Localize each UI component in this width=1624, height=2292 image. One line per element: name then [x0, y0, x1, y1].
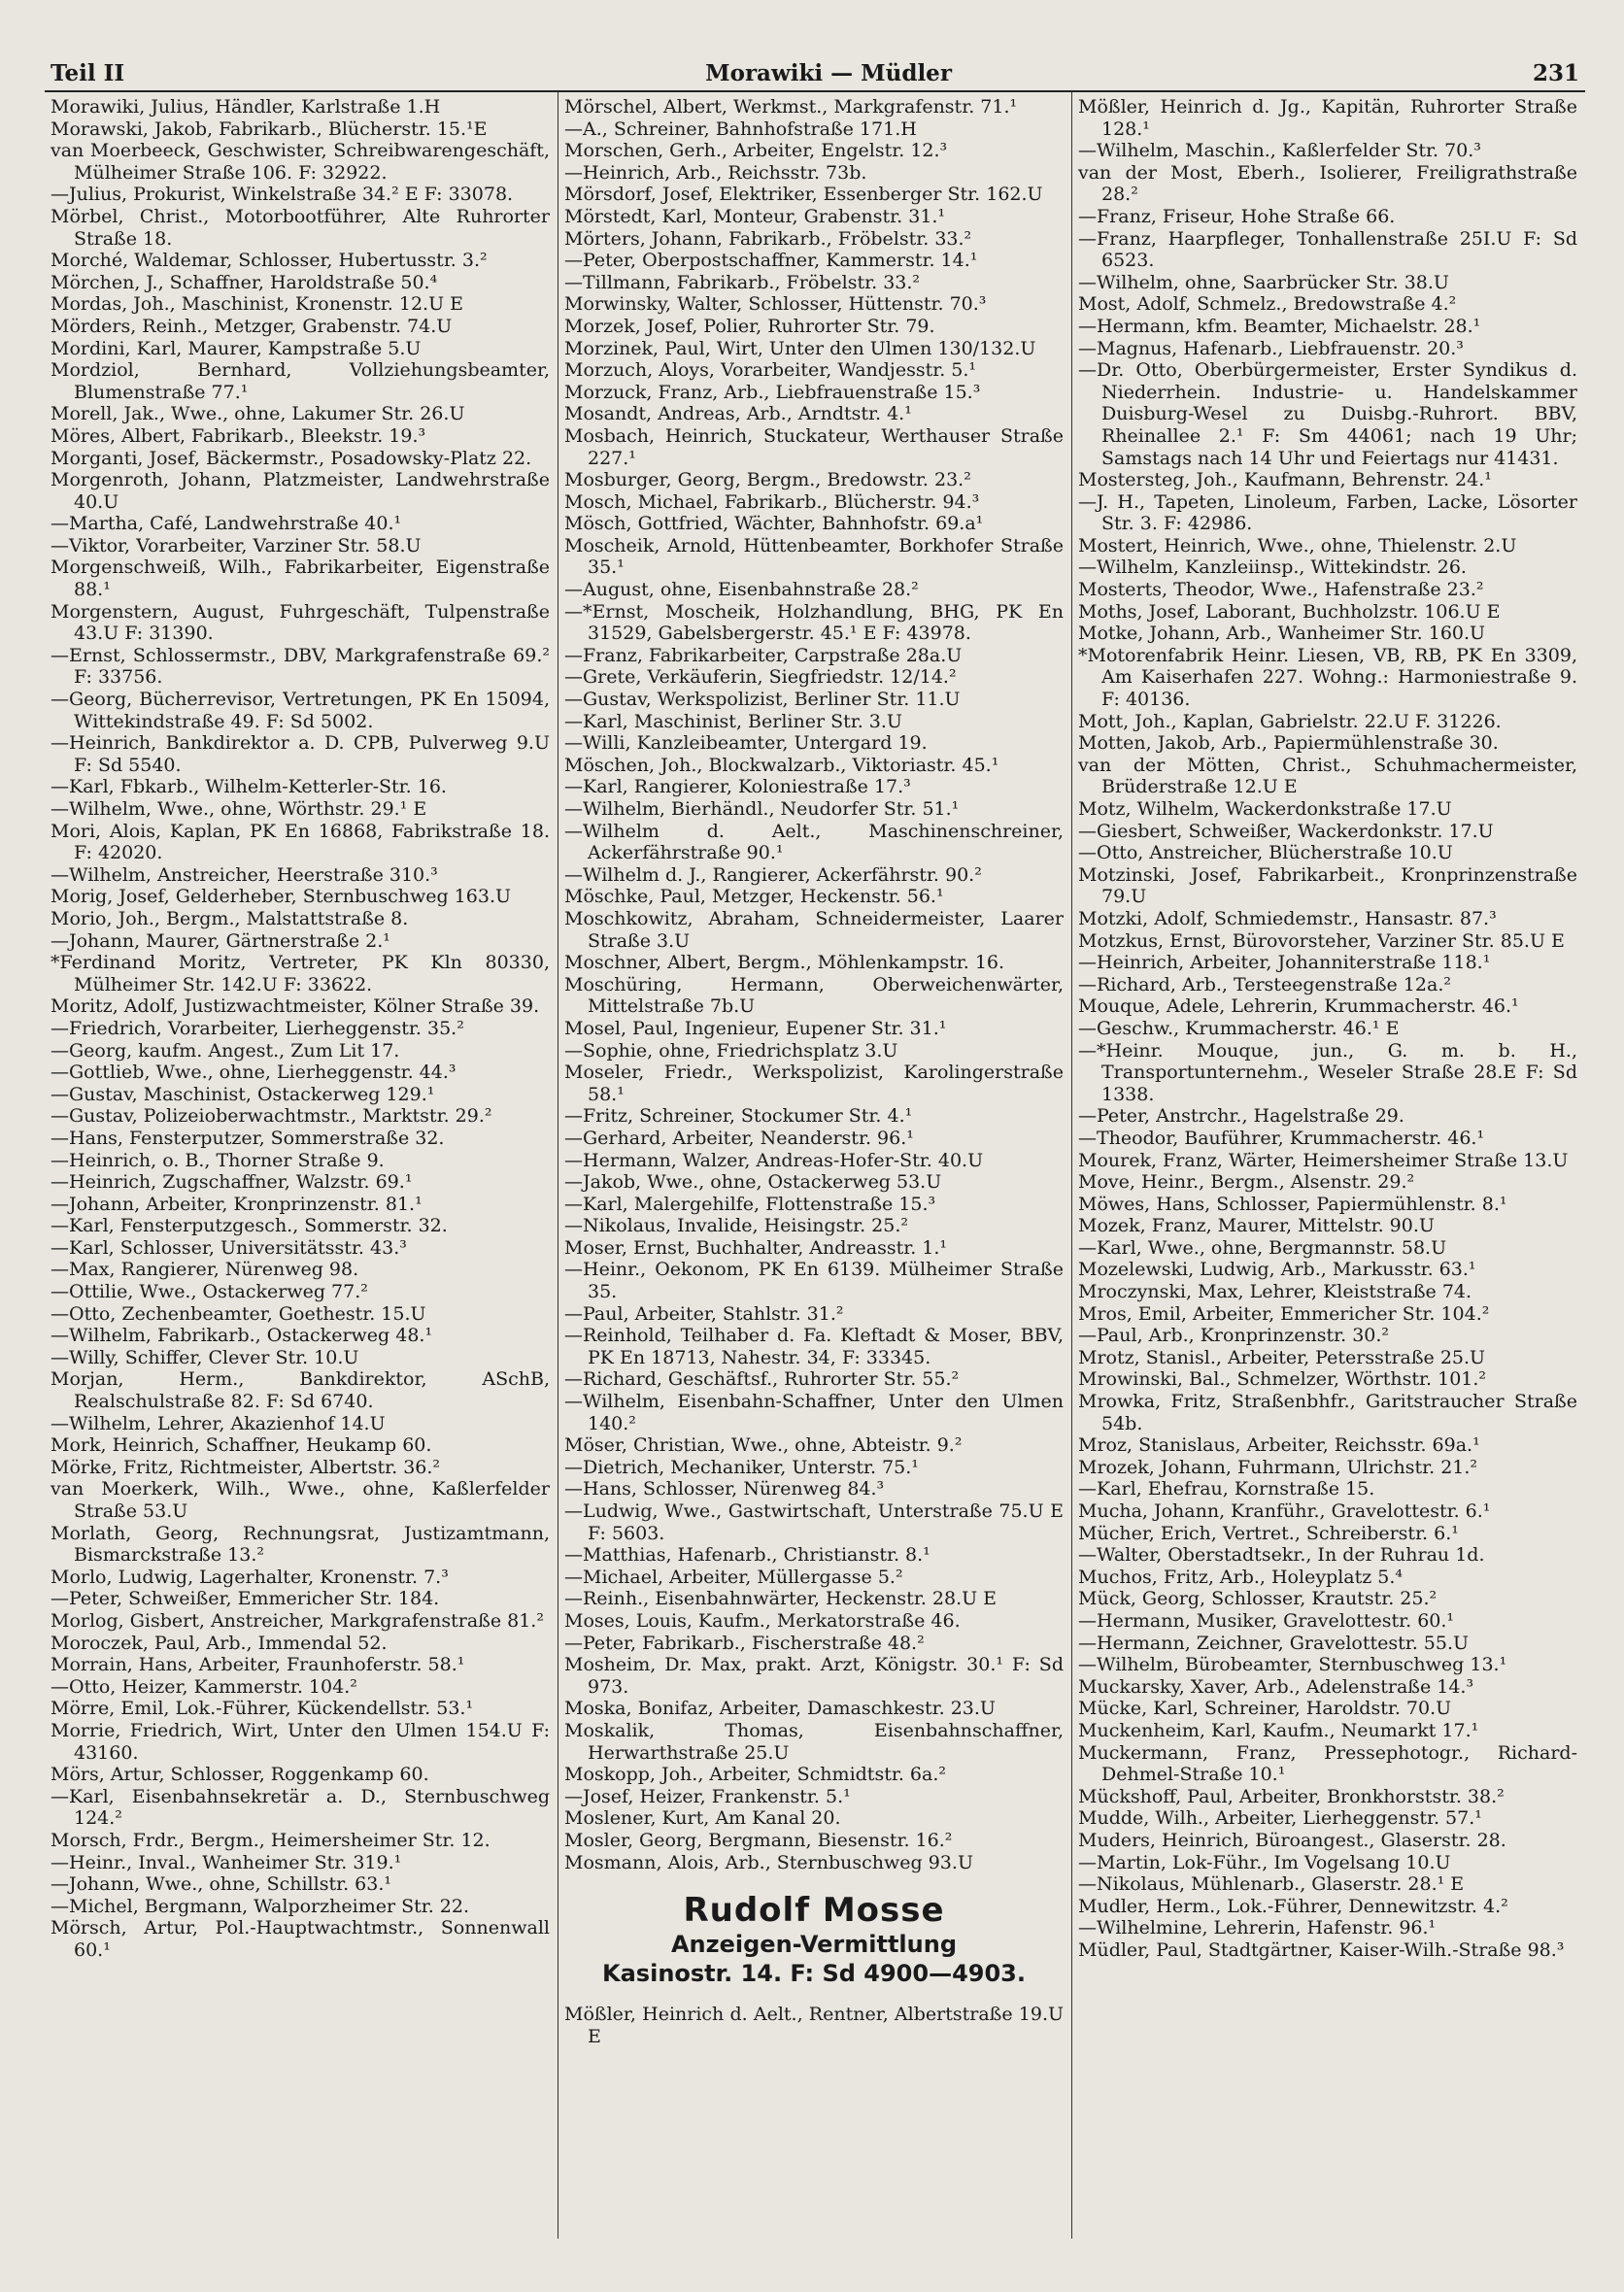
directory-entry: —Wilhelmine, Lehrerin, Hafenstr. 96.¹ [1078, 1917, 1437, 1939]
directory-entry: —Georg, kaufm. Angest., Zum Lit 17. [51, 1039, 400, 1062]
directory-entry: —Giesbert, Schweißer, Wackerdonkstr. 17.U [1078, 820, 1494, 842]
directory-entry: Mörsdorf, Josef, Elektriker, Essenberger Str. 162.U [564, 184, 1043, 206]
directory-entry: —Grete, Verkäuferin, Siegfriedstr. 12/14.² [564, 666, 957, 689]
directory-entry: Müdler, Paul, Stadtgärtner, Kaiser-Wilh.-Straße 98.³ [1078, 1938, 1565, 1961]
directory-entry: Motten, Jakob, Arb., Papiermühlenstraße 30. [1078, 732, 1499, 755]
directory-entry: Mückshoff, Paul, Arbeiter, Bronkhorststr. 38.² [1078, 1785, 1505, 1807]
directory-entry: —Georg, Bücherrevisor, Vertretungen, PK En 15094, Wittekindstraße 49. F: Sd 5002. [51, 689, 550, 732]
directory-entry: Möschen, Joh., Blockwalzarb., Viktoriastr. 45.¹ [564, 754, 999, 776]
directory-entry: —Heinrich, Bankdirektor a. D. CPB, Pulverweg 9.U F: Sd 5540. [51, 732, 550, 776]
directory-entry: Morganti, Josef, Bäckermstr., Posadowsky-Platz 22. [51, 447, 532, 469]
directory-entry: Morrie, Friedrich, Wirt, Unter den Ulmen 154.U F: 43160. [51, 1719, 550, 1764]
directory-entry: Moschüring, Hermann, Oberweichenwärter, Mittelstraße 7b.U [564, 973, 1064, 1018]
directory-entry: —Richard, Arb., Tersteegenstraße 12a.² [1078, 973, 1451, 995]
directory-entry: van der Mötten, Christ., Schuhmachermeister, Brüderstraße 12.U E [1078, 754, 1577, 798]
directory-entry: Mücke, Karl, Schreiner, Haroldstr. 70.U [1078, 1698, 1452, 1720]
ad-address: Kasinostr. 14. F: Sd 4900—4903. [602, 1960, 1026, 1988]
directory-entry: —Wilhelm, ohne, Saarbrücker Str. 38.U [1078, 271, 1449, 293]
directory-entry: —Karl, Fbkarb., Wilhelm-Ketterler-Str. 16. [51, 776, 447, 798]
directory-entry: Mrowinski, Bal., Schmelzer, Wörthstr. 101.² [1078, 1368, 1487, 1391]
directory-entry: —Peter, Anstrchr., Hagelstraße 29. [1078, 1105, 1404, 1128]
directory-entry: —Peter, Fabrikarb., Fischerstraße 48.² [564, 1632, 925, 1654]
column-2-after-ad [564, 2004, 1064, 2047]
directory-entry: —Willi, Kanzleibeamter, Untergard 19. [564, 732, 928, 755]
directory-entry: —Karl, Eisenbahnsekretär a. D., Sternbuschweg 124.² [51, 1785, 550, 1830]
directory-entry: —Martin, Lok-Führ., Im Vogelsang 10.U [1078, 1851, 1451, 1873]
directory-entry: —Hermann, Zeichner, Gravelottestr. 55.U [1078, 1632, 1470, 1654]
columns [45, 92, 1585, 2239]
directory-entry: Mosandt, Andreas, Arb., Arndtstr. 4.¹ [564, 403, 912, 425]
directory-entry: —Franz, Fabrikarbeiter, Carpstraße 28a.U [564, 644, 963, 666]
directory-entry: Mork, Heinrich, Schaffner, Heukamp 60. [51, 1434, 432, 1457]
directory-entry: —Peter, Schweißer, Emmericher Str. 184. [51, 1588, 440, 1610]
directory-entry: —Nikolaus, Mühlenarb., Glaserstr. 28.¹ E [1078, 1873, 1465, 1896]
directory-entry: —Jakob, Wwe., ohne, Ostackerweg 53.U [564, 1171, 942, 1194]
directory-entry: Morzuck, Franz, Arb., Liebfrauenstraße 15.³ [564, 381, 981, 403]
directory-entry: —Willy, Schiffer, Clever Str. 10.U [51, 1346, 359, 1368]
directory-entry: —Wilhelm, Fabrikarb., Ostackerweg 48.¹ [51, 1325, 433, 1347]
directory-entry: —Wilhelm, Eisenbahn-Schaffner, Unter den Ulmen 140.² [564, 1391, 1064, 1434]
directory-entry: Morlog, Gisbert, Anstreicher, Markgrafenstraße 81.² [51, 1609, 544, 1632]
directory-entry: Morig, Josef, Gelderheber, Sternbuschweg 163.U [51, 886, 511, 908]
directory-entry: Mörschel, Albert, Werkmst., Markgrafenstr. 71.¹ [564, 96, 1018, 118]
directory-entry: Mörsch, Artur, Pol.-Hauptwachtmstr., Sonnenwall 60.¹ [51, 1917, 550, 1961]
directory-entry: Most, Adolf, Schmelz., Bredowstraße 4.² [1078, 293, 1457, 316]
directory-entry: —J. H., Tapeten, Linoleum, Farben, Lacke, Lösorter Str. 3. F: 42986. [1078, 490, 1577, 535]
directory-entry: —Hermann, kfm. Beamter, Michaelstr. 28.¹ [1078, 315, 1481, 337]
directory-entry: Morgenschweiß, Wilh., Fabrikarbeiter, Eigenstraße 88.¹ [51, 556, 550, 601]
directory-entry: —Franz, Haarpfleger, Tonhallenstraße 25I.U F: Sd 6523. [1078, 227, 1577, 272]
directory-entry: Mosel, Paul, Ingenieur, Eupener Str. 31.¹ [564, 1017, 947, 1039]
directory-entry: —Wilhelm, Lehrer, Akazienhof 14.U [51, 1412, 386, 1434]
directory-entry: Motzkus, Ernst, Bürovorsteher, Varziner Str. 85.U E [1078, 929, 1565, 952]
directory-entry: Morsch, Frdr., Bergm., Heimersheimer Str. 12. [51, 1829, 491, 1851]
directory-entry: Mostersteg, Joh., Kaufmann, Behrenstr. 24.¹ [1078, 469, 1492, 491]
directory-entry: Morgenstern, August, Fuhrgeschäft, Tulpenstraße 43.U F: 31390. [51, 600, 550, 645]
directory-entry: —Gustav, Maschinist, Ostackerweg 129.¹ [51, 1083, 435, 1105]
directory-entry: Mörchen, J., Schaffner, Haroldstraße 50.⁴ [51, 271, 438, 293]
directory-entry: —Fritz, Schreiner, Stockumer Str. 4.¹ [564, 1105, 913, 1128]
directory-entry: Mosterts, Theodor, Wwe., Hafenstraße 23.² [1078, 579, 1484, 601]
directory-entry: Morzuch, Aloys, Vorarbeiter, Wandjesstr. 5.¹ [564, 359, 977, 382]
directory-entry: Mosbach, Heinrich, Stuckateur, Werthauser Straße 227.¹ [564, 424, 1064, 469]
directory-entry: —Nikolaus, Invalide, Heisingstr. 25.² [564, 1215, 908, 1237]
advertisement-rudolf-mosse [564, 1891, 1064, 1988]
directory-entry: —Martha, Café, Landwehrstraße 40.¹ [51, 513, 402, 535]
directory-entry: Morzinek, Paul, Wirt, Unter den Ulmen 130/132.U [564, 337, 1036, 359]
directory-entry: —Johann, Wwe., ohne, Schillstr. 63.¹ [51, 1873, 391, 1896]
directory-entry: —Otto, Zechenbeamter, Goethestr. 15.U [51, 1302, 426, 1325]
name-range: Morawiki — Müdler [705, 60, 952, 86]
directory-entry: —Ernst, Schlossermstr., DBV, Markgrafenstraße 69.² F: 33756. [51, 644, 550, 689]
directory-entry: —Ludwig, Wwe., Gastwirtschaft, Unterstraße 75.U E F: 5603. [564, 1500, 1064, 1544]
directory-entry: Motzki, Adolf, Schmiedemstr., Hansastr. 87.³ [1078, 907, 1497, 929]
directory-entry: —Johann, Maurer, Gärtnerstraße 2.¹ [51, 929, 390, 952]
directory-entry: —Karl, Malergehilfe, Flottenstraße 15.³ [564, 1193, 936, 1215]
directory-entry: —Heinr., Oekonom, PK En 6139. Mülheimer Straße 35. [564, 1259, 1064, 1303]
directory-entry: Morgenroth, Johann, Platzmeister, Landwehrstraße 40.U [51, 469, 550, 513]
directory-entry: —Magnus, Hafenarb., Liebfrauenstr. 20.³ [1078, 337, 1464, 359]
directory-entry: Mostert, Heinrich, Wwe., ohne, Thielenstr. 2.U [1078, 534, 1517, 556]
directory-entry: —Matthias, Hafenarb., Christianstr. 8.¹ [564, 1544, 930, 1567]
directory-entry: —Hans, Schlosser, Nürenweg 84.³ [564, 1478, 885, 1500]
directory-entry: —Reinh., Eisenbahnwärter, Heckenstr. 28.U E [564, 1588, 998, 1610]
directory-entry: van der Most, Eberh., Isolierer, Freiligrathstraße 28.² [1078, 161, 1577, 206]
directory-entry: —Wilhelm, Kanzleiinsp., Wittekindstr. 26. [1078, 556, 1467, 579]
directory-entry: Mörters, Johann, Fabrikarb., Fröbelstr. 33.² [564, 227, 972, 250]
directory-entry: —Karl, Ehefrau, Kornstraße 15. [1078, 1478, 1375, 1500]
directory-entry: Mordini, Karl, Maurer, Kampstraße 5.U [51, 337, 422, 359]
directory-entry: Morwinsky, Walter, Schlosser, Hüttenstr. 70.³ [564, 293, 987, 316]
directory-entry: —Karl, Rangierer, Koloniestraße 17.³ [564, 776, 911, 798]
directory-entry: Mosburger, Georg, Bergm., Bredowstr. 23.² [564, 469, 971, 491]
directory-entry: Morawski, Jakob, Fabrikarb., Blücherstr. 15.¹E [51, 118, 488, 140]
directory-entry: —Heinrich, Arb., Reichsstr. 73b. [564, 161, 867, 184]
directory-entry: Moschkowitz, Abraham, Schneidermeister, Laarer Straße 3.U [564, 907, 1064, 952]
directory-entry: Morlo, Ludwig, Lagerhalter, Kronenstr. 7.³ [51, 1566, 449, 1588]
directory-entry: Moslener, Kurt, Am Kanal 20. [564, 1807, 841, 1830]
directory-entry: Mudler, Herm., Lok.-Führer, Dennewitzstr. 4.² [1078, 1895, 1508, 1917]
directory-entry: —Walter, Oberstadtsekr., In der Ruhrau 1d. [1078, 1544, 1485, 1567]
directory-entry: Morzek, Josef, Polier, Ruhrorter Str. 79. [564, 315, 935, 337]
directory-entry: Mori, Alois, Kaplan, PK En 16868, Fabrikstraße 18. F: 42020. [51, 820, 550, 864]
directory-entry: Moritz, Adolf, Justizwachtmeister, Kölner Straße 39. [51, 995, 540, 1018]
directory-entry: —Gottlieb, Wwe., ohne, Lierheggenstr. 44.³ [51, 1062, 457, 1084]
directory-entry: Mott, Joh., Kaplan, Gabrielstr. 22.U F. 31226. [1078, 710, 1502, 732]
directory-entry: Motzinski, Josef, Fabrikarbeit., Kronprinzenstraße 79.U [1078, 863, 1577, 908]
directory-entry: —Dr. Otto, Oberbürgermeister, Erster Syndikus d. Niederrhein. Industrie- u. Handelskammer Duisburg-Wesel zu Duisbg.-Ruhrort. BBV, Rheinallee 2.¹ F: Sm 44061; nach 19 Uhr; Samstags nach 14 Uhr und Feiertags nur 41431. [1078, 359, 1577, 469]
directory-entry: Möres, Albert, Fabrikarb., Bleekstr. 19.³ [51, 424, 426, 447]
directory-entry: Mozelewski, Ludwig, Arb., Markusstr. 63.¹ [1078, 1259, 1476, 1281]
directory-entry: —Ottilie, Wwe., Ostackerweg 77.² [51, 1281, 368, 1303]
directory-entry: Mudde, Wilh., Arbeiter, Lierheggenstr. 57.¹ [1078, 1807, 1482, 1830]
directory-entry: —Heinrich, Zugschaffner, Walzstr. 69.¹ [51, 1171, 413, 1194]
directory-entry: —Wilhelm d. Aelt., Maschinenschreiner, Ackerfährstraße 90.¹ [564, 820, 1064, 864]
directory-entry: Moseler, Friedr., Werkspolizist, Karolingerstraße 58.¹ [564, 1062, 1064, 1105]
page-number: 231 [1532, 60, 1579, 86]
directory-entry: Mroz, Stanislaus, Arbeiter, Reichsstr. 69a.¹ [1078, 1434, 1480, 1457]
directory-entry: Mroczynski, Max, Lehrer, Kleiststraße 74. [1078, 1281, 1472, 1303]
directory-entry: —Gustav, Polizeioberwachtmstr., Marktstr. 29.² [51, 1105, 492, 1128]
directory-entry: —Friedrich, Vorarbeiter, Lierheggenstr. 35.² [51, 1017, 464, 1039]
directory-entry: —Wilhelm d. J., Rangierer, Ackerfährstr. 90.² [564, 863, 982, 886]
directory-entry: *Ferdinand Moritz, Vertreter, PK Kln 80330, Mülheimer Str. 142.U F: 33622. [51, 952, 550, 995]
directory-entry: Moths, Josef, Laborant, Buchholzstr. 106.U E [1078, 600, 1501, 623]
directory-entry: —August, ohne, Eisenbahnstraße 28.² [564, 579, 919, 601]
column-2 [558, 92, 1071, 2239]
directory-entry: Motke, Johann, Arb., Wanheimer Str. 160.U [1078, 623, 1486, 645]
directory-entry: Moses, Louis, Kaufm., Merkatorstraße 46. [564, 1609, 961, 1632]
directory-entry: Mösch, Gottfried, Wächter, Bahnhofstr. 69.a¹ [564, 513, 984, 535]
section-label: Teil II [51, 60, 125, 86]
directory-entry: van Moerbeeck, Geschwister, Schreibwarengeschäft, Mülheimer Straße 106. F: 32922. [51, 140, 550, 184]
directory-entry: Möser, Christian, Wwe., ohne, Abteistr. 9.² [564, 1434, 963, 1457]
page-header [45, 60, 1585, 92]
directory-entry: —Johann, Arbeiter, Kronprinzenstr. 81.¹ [51, 1193, 423, 1215]
directory-entry: Muckermann, Franz, Pressephotogr., Richard-Dehmel-Straße 10.¹ [1078, 1741, 1577, 1786]
directory-entry: —Peter, Oberpostschaffner, Kammerstr. 14.¹ [564, 250, 978, 272]
directory-entry: —Reinhold, Teilhaber d. Fa. Kleftadt & Moser, BBV, PK En 18713, Nahestr. 34, F: 33345. [564, 1325, 1064, 1368]
column-1 [45, 92, 558, 2239]
directory-entry: Möwes, Hans, Schlosser, Papiermühlenstr. 8.¹ [1078, 1193, 1507, 1215]
directory-entry: —Karl, Fensterputzgesch., Sommerstr. 32. [51, 1215, 448, 1237]
directory-entry: —Otto, Heizer, Kammerstr. 104.² [51, 1675, 357, 1698]
directory-entry: Mößler, Heinrich d. Aelt., Rentner, Albertstraße 19.U E [564, 2004, 1064, 2047]
directory-entry: —Wilhelm, Maschin., Kaßlerfelder Str. 70.³ [1078, 140, 1481, 162]
directory-entry: Mordas, Joh., Maschinist, Kronenstr. 12.U E [51, 293, 464, 316]
directory-entry: Morché, Waldemar, Schlosser, Hubertusstr. 3.² [51, 250, 488, 272]
directory-entry: Morawiki, Julius, Händler, Karlstraße 1.H [51, 96, 441, 118]
directory-entry: Mrozek, Johann, Fuhrmann, Ulrichstr. 21.² [1078, 1456, 1478, 1478]
directory-entry: —Franz, Friseur, Hohe Straße 66. [1078, 205, 1396, 227]
directory-entry: —Sophie, ohne, Friedrichsplatz 3.U [564, 1039, 898, 1062]
directory-entry: Morlath, Georg, Rechnungsrat, Justizamtmann, Bismarckstraße 13.² [51, 1522, 550, 1567]
directory-entry: —Hans, Fensterputzer, Sommerstraße 32. [51, 1127, 445, 1149]
directory-entry: Morio, Joh., Bergm., Malstattstraße 8. [51, 907, 409, 929]
directory-entry: Muchos, Fritz, Arb., Holeyplatz 5.⁴ [1078, 1566, 1404, 1588]
directory-entry: Muckarsky, Xaver, Arb., Adelenstraße 14.³ [1078, 1675, 1474, 1698]
directory-entry: Mück, Georg, Schlosser, Krautstr. 25.² [1078, 1588, 1438, 1610]
directory-entry: —Gustav, Werkspolizist, Berliner Str. 11.U [564, 689, 961, 711]
directory-entry: —Michel, Bergmann, Walporzheimer Str. 22. [51, 1895, 470, 1917]
directory-entry: Mozek, Franz, Maurer, Mittelstr. 90.U [1078, 1215, 1435, 1237]
directory-entry: —Hermann, Walzer, Andreas-Hofer-Str. 40.U [564, 1149, 984, 1171]
directory-entry: Mrowka, Fritz, Straßenbhfr., Garitstraucher Straße 54b. [1078, 1391, 1577, 1434]
directory-entry: —Michael, Arbeiter, Müllergasse 5.² [564, 1566, 903, 1588]
directory-entry: —Karl, Wwe., ohne, Bergmannstr. 58.U [1078, 1236, 1447, 1259]
directory-entry: —Heinr., Inval., Wanheimer Str. 319.¹ [51, 1851, 402, 1873]
directory-entry: —Heinrich, o. B., Thorner Straße 9. [51, 1149, 385, 1171]
directory-entry: Move, Heinr., Bergm., Alsenstr. 29.² [1078, 1171, 1415, 1194]
directory-entry: Mosch, Michael, Fabrikarb., Blücherstr. 94.³ [564, 490, 980, 513]
directory-entry: Morrain, Hans, Arbeiter, Fraunhoferstr. 58.¹ [51, 1654, 465, 1676]
directory-entry: —Theodor, Bauführer, Krummacherstr. 46.¹ [1078, 1127, 1485, 1149]
directory-entry: Mosler, Georg, Bergmann, Biesenstr. 16.² [564, 1829, 953, 1851]
directory-entry: Morjan, Herm., Bankdirektor, ASchB, Realschulstraße 82. F: Sd 6740. [51, 1368, 550, 1413]
column-2-entries [564, 96, 1064, 1873]
directory-entry: Moska, Bonifaz, Arbeiter, Damaschkestr. 23.U [564, 1698, 996, 1720]
directory-entry: —*Ernst, Moscheik, Holzhandlung, BHG, PK En 31529, Gabelsbergerstr. 45.¹ E F: 43978. [564, 600, 1064, 645]
directory-entry: van Moerkerk, Wilh., Wwe., ohne, Kaßlerfelder Straße 53.U [51, 1478, 550, 1522]
directory-entry: Mörbel, Christ., Motorbootführer, Alte Ruhrorter Straße 18. [51, 205, 550, 250]
directory-entry: Mosheim, Dr. Max, prakt. Arzt, Königstr. 30.¹ F: Sd 973. [564, 1654, 1064, 1698]
directory-entry: Mücher, Erich, Vertret., Schreiberstr. 6.¹ [1078, 1522, 1459, 1544]
directory-entry: —Otto, Anstreicher, Blücherstraße 10.U [1078, 842, 1453, 864]
directory-entry: —Dietrich, Mechaniker, Unterstr. 75.¹ [564, 1456, 919, 1478]
directory-entry: —Viktor, Vorarbeiter, Varziner Str. 58.U [51, 534, 422, 556]
directory-entry: Moskopp, Joh., Arbeiter, Schmidtstr. 6a.² [564, 1764, 946, 1786]
directory-entry: Mörre, Emil, Lok.-Führer, Kückendellstr. 53.¹ [51, 1698, 474, 1720]
directory-entry: Mrotz, Stanisl., Arbeiter, Petersstraße 25.U [1078, 1346, 1486, 1368]
directory-entry: Möschke, Paul, Metzger, Heckenstr. 56.¹ [564, 886, 944, 908]
directory-entry: —Hermann, Musiker, Gravelottestr. 60.¹ [1078, 1609, 1455, 1632]
directory-entry: Moser, Ernst, Buchhalter, Andreasstr. 1.¹ [564, 1236, 948, 1259]
directory-entry: —Richard, Geschäftsf., Ruhrorter Str. 55.² [564, 1368, 960, 1391]
directory-entry: —Julius, Prokurist, Winkelstraße 34.² E F: 33078. [51, 184, 514, 206]
directory-entry: —Wilhelm, Wwe., ohne, Wörthstr. 29.¹ E [51, 798, 427, 820]
directory-entry: Muders, Heinrich, Büroangest., Glaserstr. 28. [1078, 1829, 1506, 1851]
directory-entry: Mößler, Heinrich d. Jg., Kapitän, Ruhrorter Straße 128.¹ [1078, 96, 1577, 140]
directory-entry: Moscheik, Arnold, Hüttenbeamter, Borkhofer Straße 35.¹ [564, 534, 1064, 579]
ad-company-name: Rudolf Mosse [683, 1891, 945, 1931]
directory-entry: Mosmann, Alois, Arb., Sternbuschweg 93.U [564, 1851, 973, 1873]
directory-entry: —Tillmann, Fabrikarb., Fröbelstr. 33.² [564, 271, 921, 293]
directory-entry: —Max, Rangierer, Nürenweg 98. [51, 1259, 359, 1281]
directory-entry: Moschner, Albert, Bergm., Möhlenkampstr. 16. [564, 952, 1005, 974]
directory-entry: Motz, Wilhelm, Wackerdonkstraße 17.U [1078, 798, 1452, 820]
directory-entry: Mros, Emil, Arbeiter, Emmericher Str. 104.² [1078, 1302, 1490, 1325]
directory-entry: Moroczek, Paul, Arb., Immendal 52. [51, 1632, 388, 1654]
directory-entry: Muckenheim, Karl, Kaufm., Neumarkt 17.¹ [1078, 1719, 1479, 1741]
directory-entry: Moskalik, Thomas, Eisenbahnschaffner, Herwarthstraße 25.U [564, 1719, 1064, 1764]
directory-entry: —Wilhelm, Bierhändl., Neudorfer Str. 51.¹ [564, 798, 960, 820]
directory-entry: —Heinrich, Arbeiter, Johanniterstraße 118.¹ [1078, 952, 1491, 974]
directory-entry: —Karl, Schlosser, Universitätsstr. 43.³ [51, 1236, 407, 1259]
directory-entry: Mouque, Adele, Lehrerin, Krummacherstr. 46.¹ [1078, 995, 1519, 1018]
directory-entry: Mucha, Johann, Kranführ., Gravelottestr. 6.¹ [1078, 1500, 1491, 1522]
directory-entry: —*Heinr. Mouque, jun., G. m. b. H., Transportunternehm., Weseler Straße 28.E F: Sd 1338. [1078, 1039, 1577, 1105]
directory-entry: —Geschw., Krummacherstr. 46.¹ E [1078, 1017, 1400, 1039]
directory-entry: Mörstedt, Karl, Monteur, Grabenstr. 31.¹ [564, 205, 946, 227]
directory-entry: Mörs, Artur, Schlosser, Roggenkamp 60. [51, 1764, 429, 1786]
column-3 [1071, 92, 1585, 2239]
directory-entry: —Wilhelm, Anstreicher, Heerstraße 310.³ [51, 863, 438, 886]
directory-entry: Mordziol, Bernhard, Vollziehungsbeamter, Blumenstraße 77.¹ [51, 359, 550, 403]
directory-entry: —A., Schreiner, Bahnhofstraße 171.H [564, 118, 917, 140]
directory-entry: —Karl, Maschinist, Berliner Str. 3.U [564, 710, 902, 732]
directory-entry: Mourek, Franz, Wärter, Heimersheimer Straße 13.U [1078, 1149, 1569, 1171]
directory-entry: —Wilhelm, Bürobeamter, Sternbuschweg 13.¹ [1078, 1654, 1507, 1676]
directory-entry: —Paul, Arbeiter, Stahlstr. 31.² [564, 1302, 844, 1325]
directory-entry: *Motorenfabrik Heinr. Liesen, VB, RB, PK En 3309, Am Kaiserhafen 227. Wohng.: Harmoniestraße 9. F: 40136. [1078, 644, 1577, 711]
directory-entry: Morell, Jak., Wwe., ohne, Lakumer Str. 26.U [51, 403, 465, 425]
directory-entry: Mörders, Reinh., Metzger, Grabenstr. 74.U [51, 315, 453, 337]
directory-entry: —Paul, Arb., Kronprinzenstr. 30.² [1078, 1325, 1390, 1347]
directory-entry: —Josef, Heizer, Frankenstr. 5.¹ [564, 1785, 851, 1807]
directory-entry: Morschen, Gerh., Arbeiter, Engelstr. 12.³ [564, 140, 948, 162]
directory-entry: —Gerhard, Arbeiter, Neanderstr. 96.¹ [564, 1127, 914, 1149]
directory-entry: Mörke, Fritz, Richtmeister, Albertstr. 36.² [51, 1456, 441, 1478]
ad-service: Anzeigen-Vermittlung [670, 1931, 958, 1959]
